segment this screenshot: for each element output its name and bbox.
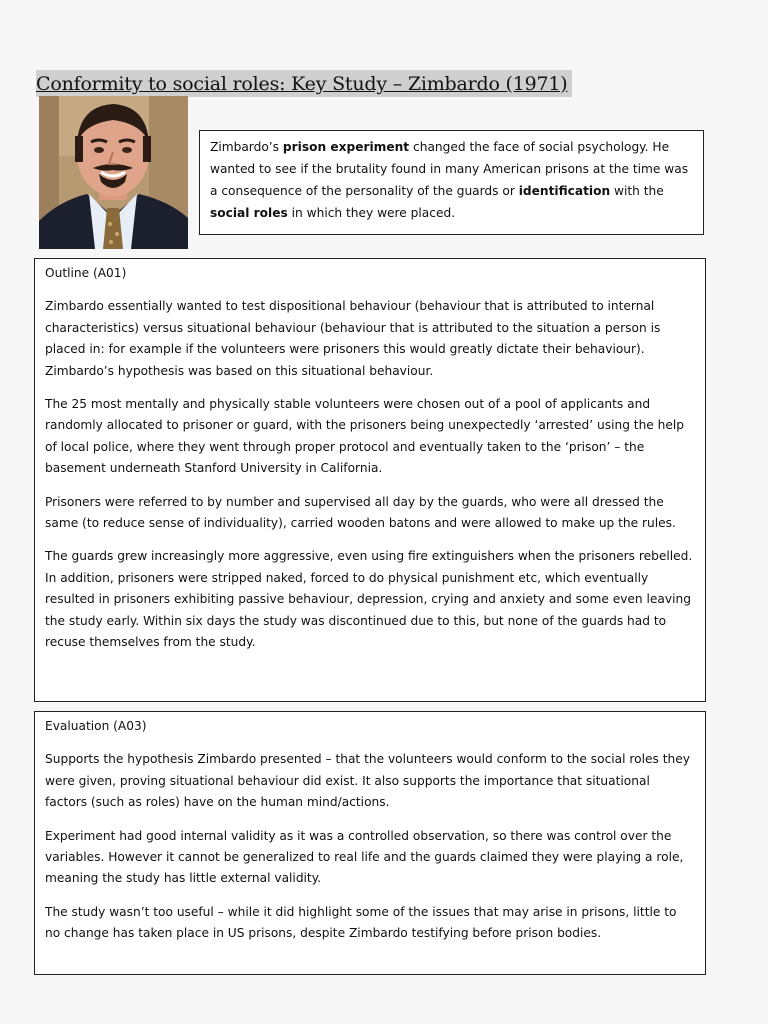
evaluation-paragraph: The study wasn’t too useful – while it did highlight some of the issues that may arise in prisons, little to no change has taken place in US prisons, despite Zimbardo testifying before prison bodies. — [45, 904, 677, 941]
evaluation-paragraph: Experiment had good internal validity as it was a controlled observation, so there was control over the variables. However it cannot be generalized to real life and the guards claimed they were playing a role, meaning the study has little external validity. — [45, 828, 684, 886]
intro-term-prison-experiment: prison experiment — [282, 140, 410, 154]
outline-section — [34, 258, 706, 702]
intro-text-3: with the — [610, 184, 664, 198]
intro-text-1: Zimbardo’s — [210, 140, 283, 154]
intro-text-4: in which they were placed. — [287, 206, 456, 220]
outline-paragraph: Prisoners were referred to by number and supervised all day by the guards, who were all dressed the same (to reduce sense of individuality), carried wooden batons and were allowed to make up the rules. — [45, 494, 676, 531]
evaluation-heading: Evaluation (A03) — [45, 719, 147, 733]
portrait-image — [39, 96, 188, 249]
zimbardo-portrait-photo — [39, 96, 188, 249]
intro-box — [199, 130, 704, 235]
evaluation-paragraph: Supports the hypothesis Zimbardo presented – that the volunteers would conform to the social roles they were given, proving situational behaviour did exist. It also supports the importance that situational factors (such as roles) have on the human mind/actions. — [45, 752, 690, 810]
intro-term-identification: identification — [518, 184, 611, 198]
outline-paragraph: The guards grew increasingly more aggressive, even using fire extinguishers when the prisoners rebelled. In addition, prisoners were stripped naked, forced to do physical punishment etc, which eventually resulted in prisoners exhibiting passive behaviour, depression, crying and anxiety and some even leaving the study early. Within six days the study was discontinued due to this, but none of the guards had to recuse themselves from the study. — [45, 549, 693, 650]
outline-paragraph: Zimbardo essentially wanted to test dispositional behaviour (behaviour that is attributed to internal characteristics) versus situational behaviour (behaviour that is attributed to the situation a person is placed in: for example if the volunteers were prisoners this would greatly dictate their behaviour). Zimbardo’s hypothesis was based on this situational behaviour. — [45, 299, 661, 378]
intro-text-2: changed the face of social psychology. He wanted to see if the brutality found in many American prisons at the time was a consequence of the personality of the guards or — [210, 140, 689, 198]
title-highlight — [36, 70, 572, 97]
intro-term-social-roles: social roles — [210, 206, 288, 220]
page-title: Conformity to social roles: Key Study – Zimbardo (1971) — [36, 73, 568, 95]
outline-heading: Outline (A01) — [45, 266, 127, 280]
outline-paragraph: The 25 most mentally and physically stable volunteers were chosen out of a pool of applicants and randomly allocated to prisoner or guard, with the prisoners being unexpectedly ‘arrested’ using the help of local police, where they went through proper protocol and eventually taken to the ‘prison’ – the basement underneath Stanford University in California. — [45, 397, 685, 476]
evaluation-section — [34, 711, 706, 975]
